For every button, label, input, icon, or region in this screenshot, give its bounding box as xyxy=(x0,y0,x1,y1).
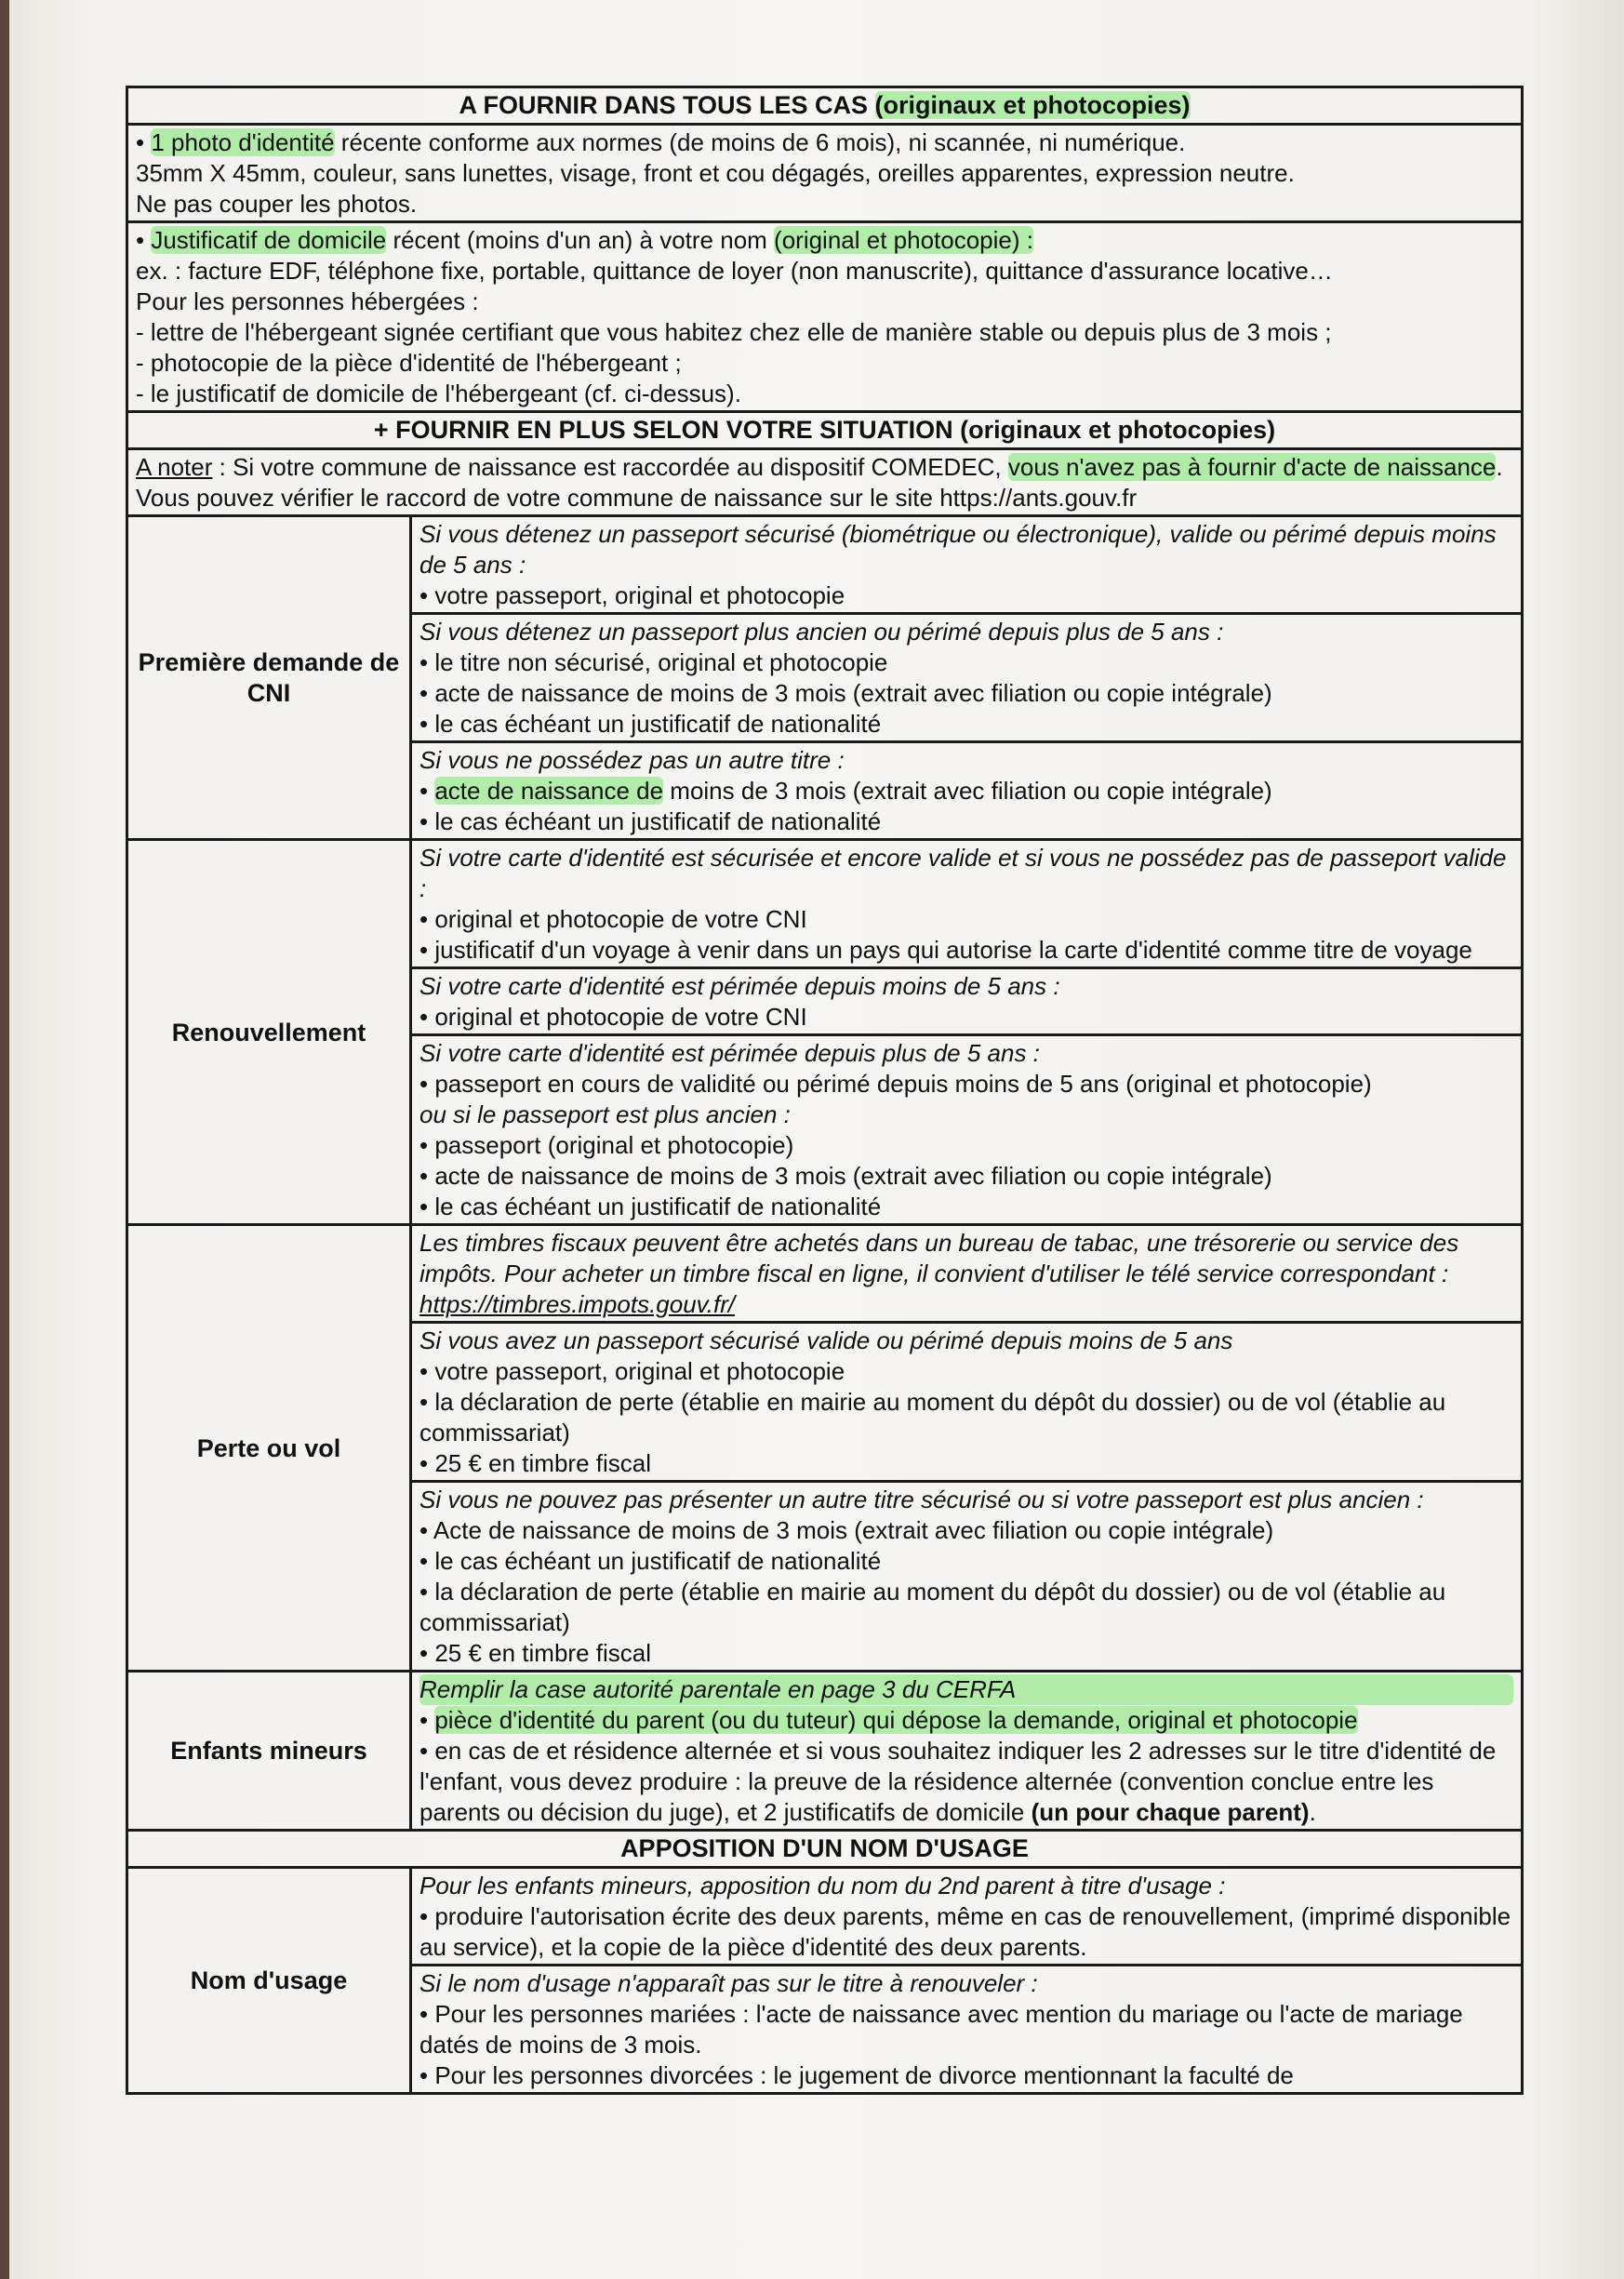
perte-block-timbres: Les timbres fiscaux peuvent être achetés dans un bureau de tabac, une trésorerie ou service des impôts. Pour acheter un timbre fiscal en ligne, il convient d'utiliser le télé service correspondant : https://timbres.impots.gouv.fr/ xyxy=(411,1225,1523,1323)
usage-block-not-on-title: Si le nom d'usage n'apparaît pas sur le titre à renouveler : • Pour les personnes mariées : l'acte de naissance avec mention du mariage ou l'acte de mariage datés de moins de 3 mois. • Pour les personnes divorcées : le jugement de divorce mentionnant la faculté de xyxy=(411,1966,1523,2094)
premiere-block-secure-passport: Si vous détenez un passeport sécurisé (biométrique ou électronique), valide ou périmé depuis moins de 5 ans : • votre passeport, original et photocopie xyxy=(411,516,1523,614)
document-sheet xyxy=(126,86,1521,2095)
renouvellement-block-expired-more-5: Si votre carte d'identité est périmée depuis plus de 5 ans : • passeport en cours de validité ou périmé depuis moins de 5 ans (original et photocopie) ou si le passeport est plus ancien : • passeport (original et photocopie) • acte de naissance de moins de 3 mois (extrait avec filiation ou copie intégrale) • le cas échéant un justificatif de nationalité xyxy=(411,1035,1523,1225)
row-label-enfants-mineurs: Enfants mineurs xyxy=(127,1672,411,1831)
premiere-block-no-title: Si vous ne possédez pas un autre titre : • acte de naissance de moins de 3 mois (extrait avec filiation ou copie intégrale) • le cas échéant un justificatif de nationalité xyxy=(411,742,1523,840)
section-header-nom-usage: APPOSITION D'UN NOM D'USAGE xyxy=(127,1831,1523,1868)
section-header-all-cases: A FOURNIR DANS TOUS LES CAS (originaux et photocopies) xyxy=(127,87,1523,125)
perte-block-no-secure-title: Si vous ne pouvez pas présenter un autre titre sécurisé ou si votre passeport est plus ancien : • Acte de naissance de moins de 3 mois (extrait avec filiation ou copie intégrale) • le cas échéant un justificatif de nationalité • la déclaration de perte (établie en mairie au moment du dépôt du dossier) ou de vol (établie au commissariat) • 25 € en timbre fiscal xyxy=(411,1482,1523,1672)
usage-block-minors: Pour les enfants mineurs, apposition du nom du 2nd parent à titre d'usage : • produire l'autorisation écrite des deux parents, même en cas de renouvellement, (imprimé disponible au service), et la copie de la pièce d'identité des deux parents. xyxy=(411,1868,1523,1966)
perte-block-secure-passport: Si vous avez un passeport sécurisé valide ou périmé depuis moins de 5 ans • votre passeport, original et photocopie • la déclaration de perte (établie en mairie au moment du dépôt du dossier) ou de vol (établie au commissariat) • 25 € en timbre fiscal xyxy=(411,1323,1523,1482)
requirements-table xyxy=(126,86,1524,2095)
comedec-note: A noter : Si votre commune de naissance est raccordée au dispositif COMEDEC, vous n'avez pas à fournir d'acte de naissance. Vous pouvez vérifier le raccord de votre commune de naissance sur le site https://ants.gouv.fr xyxy=(127,449,1523,516)
section-header-situation: + FOURNIR EN PLUS SELON VOTRE SITUATION (originaux et photocopies) xyxy=(127,412,1523,449)
row-label-premiere-demande: Première demande de CNI xyxy=(127,516,411,840)
desk-edge xyxy=(0,0,9,2279)
domicile-requirement: • Justificatif de domicile récent (moins d'un an) à votre nom (original et photocopie) : ex. : facture EDF, téléphone fixe, portable, quittance de loyer (non manuscrite), quittance d'assurance locative… Pour les personnes hébergées : - lettre de l'hébergeant signée certifiant que vous habitez chez elle de manière stable ou depuis plus de 3 mois ; - photocopie de la pièce d'identité de l'hébergeant ; - le justificatif de domicile de l'hébergeant (cf. ci-dessus). xyxy=(127,222,1523,412)
photo-requirement: • 1 photo d'identité récente conforme aux normes (de moins de 6 mois), ni scannée, ni numérique. 35mm X 45mm, couleur, sans lunettes, visage, front et cou dégagés, oreilles apparentes, expression neutre. Ne pas couper les photos. xyxy=(127,125,1523,222)
row-label-perte-vol: Perte ou vol xyxy=(127,1225,411,1672)
premiere-block-old-passport: Si vous détenez un passeport plus ancien ou périmé depuis plus de 5 ans : • le titre non sécurisé, original et photocopie • acte de naissance de moins de 3 mois (extrait avec filiation ou copie intégrale) • le cas échéant un justificatif de nationalité xyxy=(411,614,1523,742)
enfants-block: Remplir la case autorité parentale en page 3 du CERFA • pièce d'identité du parent (ou du tuteur) qui dépose la demande, original et photocopie • en cas de et résidence alternée et si vous souhaitez indiquer les 2 adresses sur le titre d'identité de l'enfant, vous devez produire : la preuve de la résidence alternée (convention conclue entre les parents ou décision du juge), et 2 justificatifs de domicile (un pour chaque parent). xyxy=(411,1672,1523,1831)
renouvellement-block-expired-less-5: Si votre carte d'identité est périmée depuis moins de 5 ans : • original et photocopie de votre CNI xyxy=(411,968,1523,1035)
renouvellement-block-valid-card: Si votre carte d'identité est sécurisée et encore valide et si vous ne possédez pas de passeport valide : • original et photocopie de votre CNI • justificatif d'un voyage à venir dans un pays qui autorise la carte d'identité comme titre de voyage xyxy=(411,840,1523,968)
row-label-nom-usage: Nom d'usage xyxy=(127,1868,411,2094)
row-label-renouvellement: Renouvellement xyxy=(127,840,411,1225)
timbres-impots-link[interactable]: https://timbres.impots.gouv.fr/ xyxy=(419,1290,736,1318)
